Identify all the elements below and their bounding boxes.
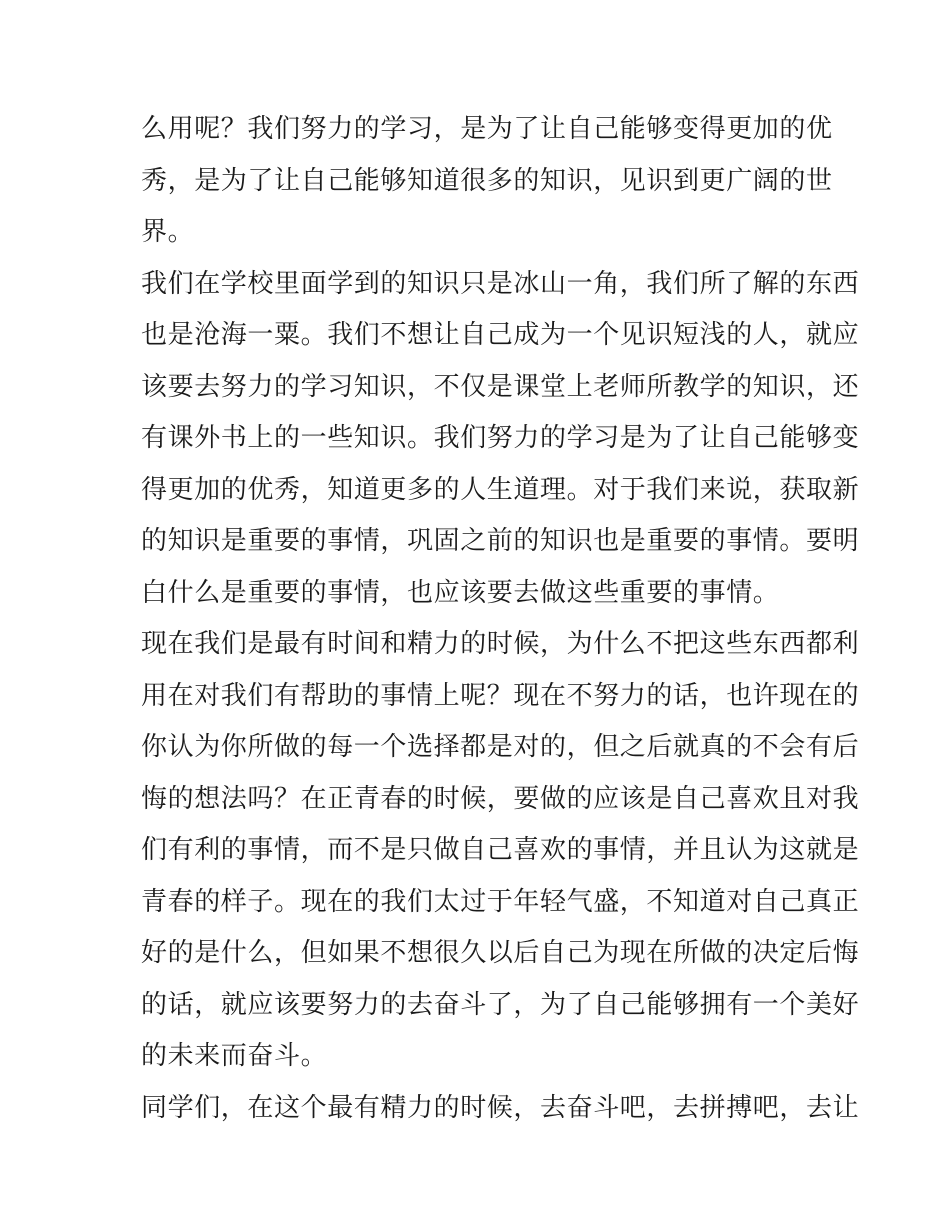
text-line: 我们在学校里面学到的知识只是冰山一角，我们所了解的东西: [141, 268, 860, 299]
text-line: 你认为你所做的每一个选择都是对的，但之后就真的不会有后: [141, 732, 860, 762]
text-line: 有课外书上的一些知识。我们努力的学习是为了让自己能够变: [141, 423, 860, 453]
text-line: 么用呢？我们努力的学习，是为了让自己能够变得更加的优: [141, 114, 833, 144]
text-line: 得更加的优秀，知道更多的人生道理。对于我们来说，获取新: [141, 474, 860, 505]
text-line: 的知识是重要的事情，巩固之前的知识也是重要的事情。要明: [141, 526, 860, 556]
text-line: 白什么是重要的事情，也应该要去做这些重要的事情。: [141, 577, 780, 608]
text-line: 悔的想法吗？在正青春的时候，要做的应该是自己喜欢且对我: [141, 783, 860, 814]
text-line: 该要去努力的学习知识，不仅是课堂上老师所教学的知识，还: [141, 371, 860, 402]
text-line: 们有利的事情，而不是只做自己喜欢的事情，并且认为这就是: [141, 835, 860, 865]
text-line: 的话，就应该要努力的去奋斗了，为了自己能够拥有一个美好: [141, 989, 860, 1020]
text-line: 也是沧海一粟。我们不想让自己成为一个见识短浅的人，就应: [141, 320, 860, 350]
text-line: 好的是什么，但如果不想很久以后自己为现在所做的决定后悔: [141, 938, 860, 968]
body-text: [141, 104, 860, 1134]
text-line: 用在对我们有帮助的事情上呢？现在不努力的话，也许现在的: [141, 680, 860, 711]
text-line: 现在我们是最有时间和精力的时候，为什么不把这些东西都利: [141, 629, 860, 659]
text-line: 同学们，在这个最有精力的时候，去奋斗吧，去拼搏吧，去让: [141, 1092, 860, 1123]
text-line: 的未来而奋斗。: [141, 1041, 328, 1071]
text-line: 青春的样子。现在的我们太过于年轻气盛，不知道对自己真正: [141, 886, 860, 917]
text-line: 界。: [141, 217, 195, 247]
text-line: 秀，是为了让自己能够知道很多的知识，见识到更广阔的世: [141, 165, 833, 196]
